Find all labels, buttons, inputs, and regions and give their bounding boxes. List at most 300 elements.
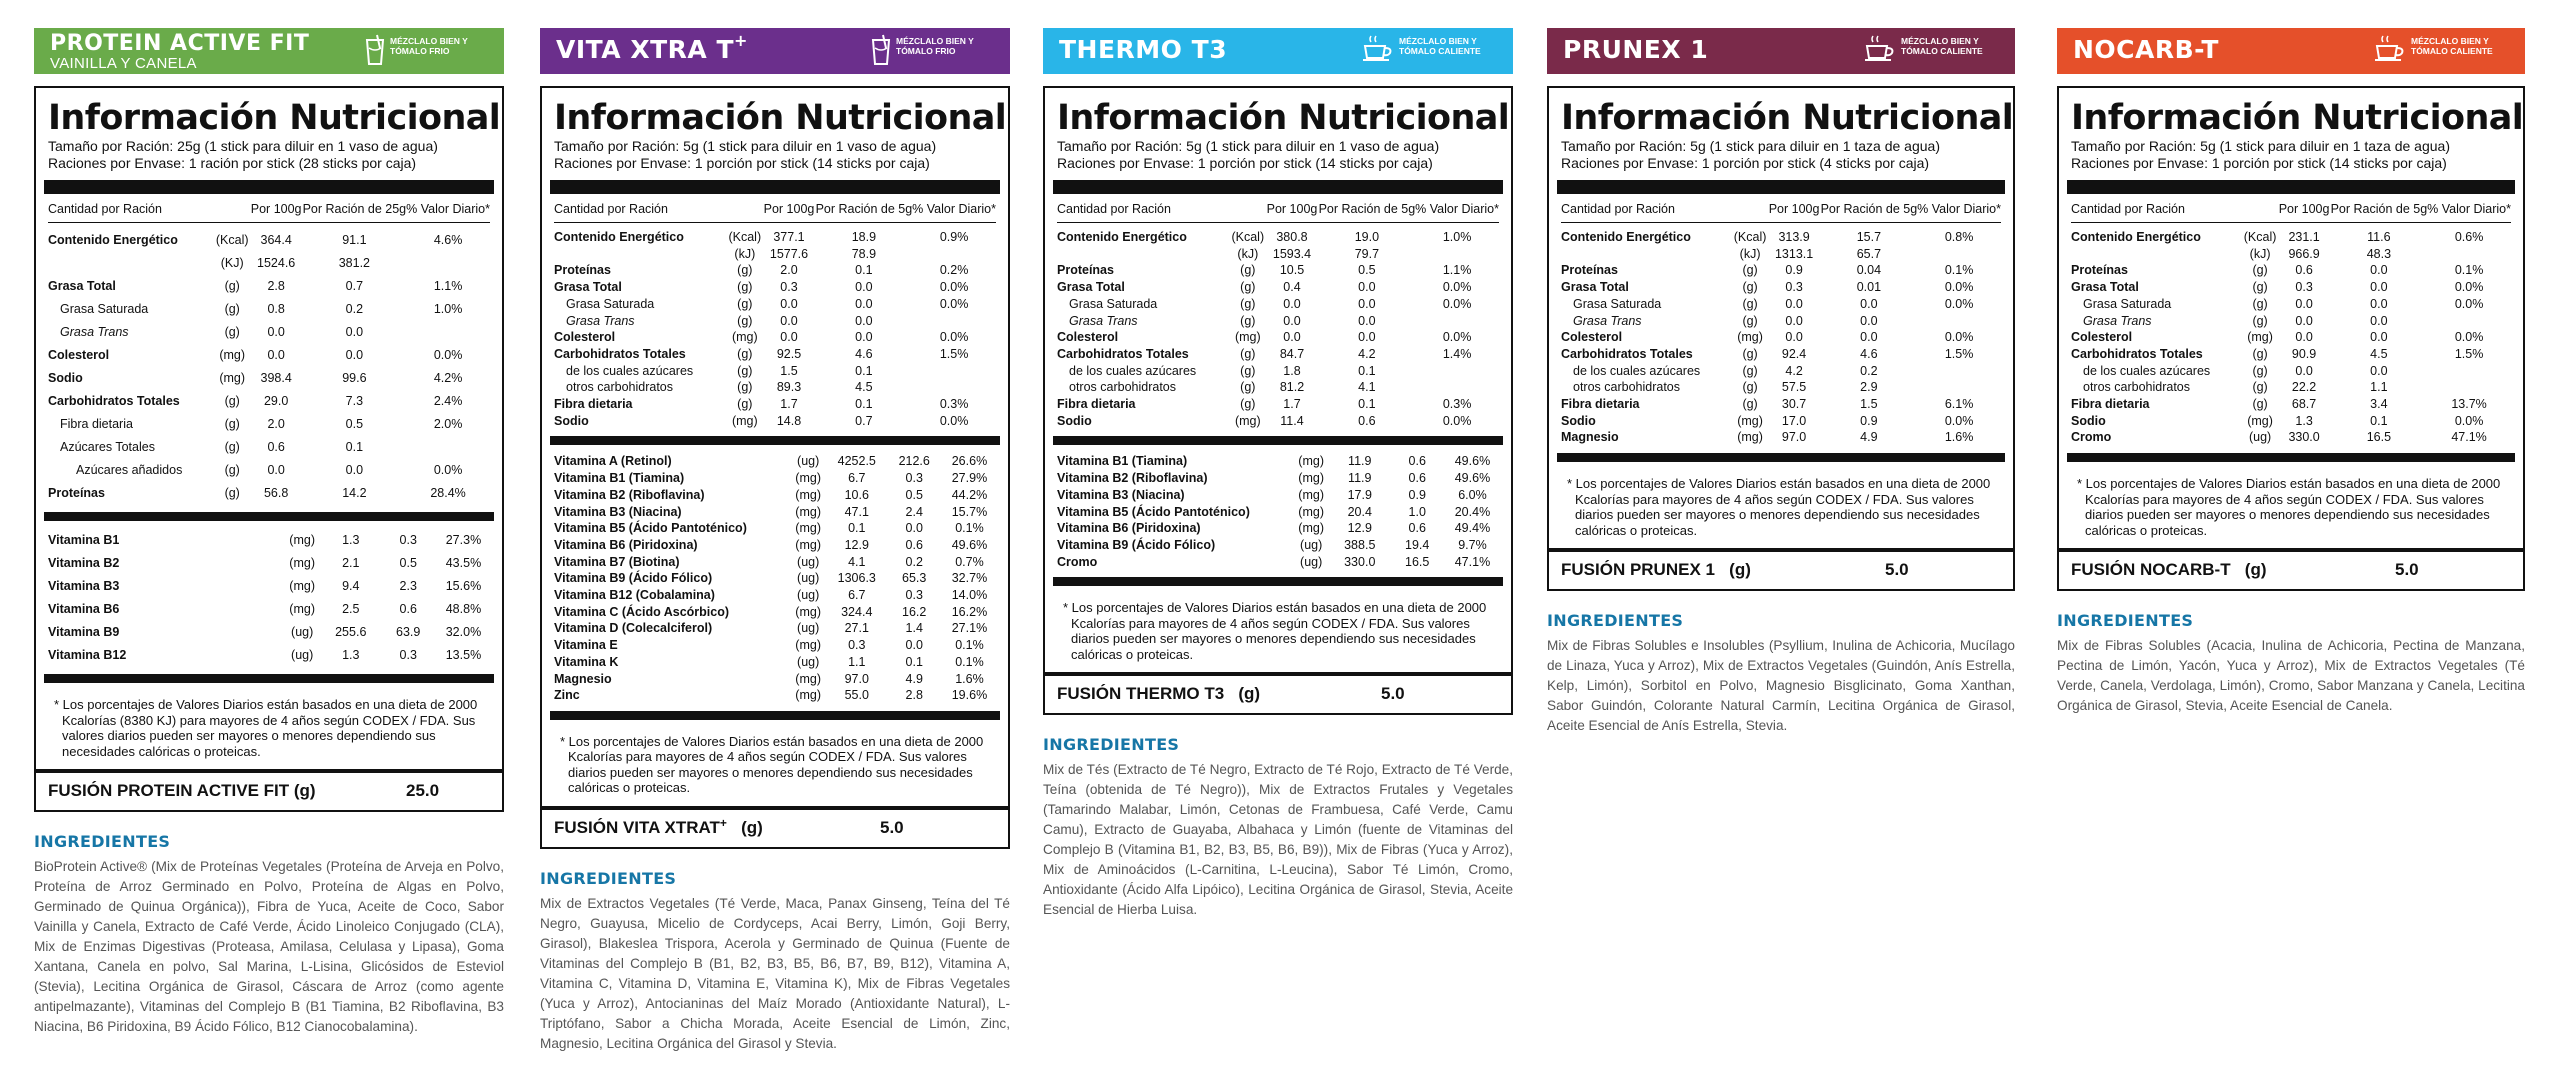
- value-per-serving: 0.0: [2370, 263, 2388, 278]
- daily-value-footnote: * Los porcentajes de Valores Diarios están basados en una dieta de 2000 Kcalorías para mayores de 4 años según CODEX / FDA. Sus valores diarios pueden ser mayores o menores dependiendo sus necesidades calóricas o proteicas.: [2077, 476, 2501, 538]
- value-per-serving: 0.2: [345, 302, 364, 316]
- nutrient-unit: (g): [1240, 397, 1256, 412]
- product-name-text: NOCARB-T: [2073, 35, 2219, 64]
- nutrient-name: Sodio: [1057, 413, 1092, 428]
- value-per-serving: 0.5: [345, 417, 364, 431]
- nutrient-name: Vitamina B2: [48, 556, 120, 570]
- nutrient-name: Vitamina B3 (Niacina): [1057, 487, 1185, 502]
- product-banner: [2057, 28, 2525, 74]
- fusion-row: [2059, 548, 2523, 589]
- nutrient-row: [554, 346, 996, 363]
- value-per-100g: 0.0: [2295, 363, 2313, 378]
- nutrient-row: [554, 262, 996, 279]
- table-header-cell: Por 100g: [1266, 202, 1318, 216]
- value-per-100g: 0.0: [780, 313, 798, 328]
- nutrition-facts-panel: [2057, 86, 2525, 591]
- daily-value-percent: 0.3%: [939, 397, 969, 412]
- daily-value-percent: 0.0%: [433, 348, 463, 362]
- value-per-100g: 255.6: [335, 625, 367, 639]
- servings-per-container: Raciones por Envase: 1 porción por stick (14 sticks por caja): [2071, 155, 2447, 171]
- nutrient-unit: (ug): [291, 625, 314, 639]
- preparation-note: MÉZCLALO BIEN Y TÓMALO FRIO: [896, 36, 974, 56]
- daily-value-percent: 49.6%: [1454, 471, 1491, 486]
- value-per-100g: 55.0: [844, 688, 869, 703]
- nutrient-name: Vitamina B6 (Piridoxina): [1057, 521, 1201, 536]
- nutrient-row: [1057, 229, 1499, 246]
- value-per-serving: 212.6: [898, 454, 930, 469]
- daily-value-percent: 49.6%: [1454, 454, 1491, 469]
- value-per-serving: 0.0: [1358, 330, 1376, 345]
- value-per-100g: 0.3: [1785, 280, 1803, 295]
- value-per-100g: 0.0: [1785, 313, 1803, 328]
- nutrient-name: Carbohidratos Totales: [1561, 346, 1693, 361]
- nutrient-name: Grasa Total: [554, 280, 622, 295]
- nutrient-unit: (ug): [797, 654, 820, 669]
- daily-value-percent: 1.0%: [433, 302, 463, 316]
- product-name-text: THERMO T3: [1059, 35, 1228, 64]
- nutrition-table-body: [48, 202, 490, 505]
- nutrient-row: [1057, 470, 1499, 487]
- nutrient-row: [48, 598, 490, 621]
- divider-thick: [1557, 180, 2005, 194]
- nutrient-row: [48, 621, 490, 644]
- value-per-100g: 12.9: [1347, 521, 1372, 536]
- table-header-cell: % Valor Diario*: [1415, 202, 1499, 216]
- nutrient-row: [554, 246, 996, 263]
- glass-icon: [870, 34, 892, 73]
- daily-value-footnote: * Los porcentajes de Valores Diarios están basados en una dieta de 2000 Kcalorías para mayores de 4 años según CODEX / FDA. Sus valores diarios pueden ser mayores o menores dependiendo sus necesidades calóricas o proteicas.: [1567, 476, 1991, 538]
- nutrient-unit: (kJ): [1739, 246, 1761, 261]
- daily-value-percent: 0.0%: [2454, 280, 2484, 295]
- daily-value-percent: 0.0%: [939, 330, 969, 345]
- table-header-row: [48, 202, 490, 222]
- value-per-serving: 0.01: [1856, 280, 1882, 295]
- nutrient-name: [554, 246, 727, 263]
- daily-value-percent: 49.6%: [951, 537, 988, 552]
- product-column-nocarb: [2057, 28, 2525, 716]
- nutrient-name: Grasa Saturada: [566, 296, 655, 311]
- value-per-serving: 0.0: [855, 330, 873, 345]
- nutrient-name: Sodio: [554, 413, 589, 428]
- value-per-serving: 4.6: [1860, 346, 1878, 361]
- nutrient-name: Grasa Total: [1057, 280, 1125, 295]
- product-column-protein: [34, 28, 504, 1037]
- nutrient-unit: (mg): [795, 537, 821, 552]
- value-per-100g: 1306.3: [837, 571, 876, 586]
- nutrient-unit: (g): [2252, 397, 2268, 412]
- fusion-label: FUSIÓN NOCARB-T: [2071, 560, 2231, 580]
- nutrient-unit: (g): [224, 394, 240, 408]
- value-per-100g: 0.6: [2295, 263, 2313, 278]
- daily-value-percent: [1415, 379, 1499, 396]
- nutrient-name: Vitamina B3: [48, 579, 120, 593]
- value-per-serving: 65.3: [902, 571, 927, 586]
- value-per-serving: 0.0: [1860, 330, 1878, 345]
- value-per-100g: 81.2: [1279, 380, 1305, 395]
- ingredients-text: Mix de Tés (Extracto de Té Negro, Extracto de Té Rojo, Extracto de Té Verde, Teína (obtenida de Té Negro)), Mix de Extractos Frutales y Vegetales (Tamarindo Malabar, Limón, Cetonas de Frambuesa, Café Verde, Camu Camu), Extracto de Guayaba, Albahaca y Limón (fuente de Vitaminas del Complejo B (Vitamina B1, B2, B3, B5, B6, B9)), Mix de Fibras (Yuca y Arroz), Mix de Aminoácidos (L-Carnitina, L-Leucina), Sabor Té Limón, Cromo, Antioxidante (Ácido Alfa Lipóico), Lecitina Orgánica de Girasol, Stevia, Aceite Esencial de Hierba Luisa.: [1043, 762, 1513, 918]
- nutrient-row: [2071, 229, 2511, 246]
- nutrient-unit: (g): [1742, 363, 1758, 378]
- nutrient-unit: (mg): [1737, 430, 1763, 445]
- table-header-cell: Cantidad por Ración: [1561, 202, 1675, 216]
- value-per-100g: 89.3: [776, 380, 802, 395]
- nutrient-row: [1561, 279, 2001, 296]
- value-per-100g: 97.0: [844, 671, 869, 686]
- value-per-serving: 4.2: [1358, 346, 1376, 361]
- nutrient-row: [554, 654, 996, 671]
- daily-value-percent: 6.0%: [1458, 487, 1487, 502]
- nutrient-row: [554, 570, 996, 587]
- daily-value-percent: 27.1%: [951, 621, 988, 636]
- daily-value-percent: 0.0%: [2454, 330, 2484, 345]
- nutrient-unit: (mg): [1298, 471, 1324, 486]
- header-separator: [554, 222, 996, 229]
- daily-value-percent: 0.1%: [955, 521, 984, 536]
- table-header-row: [1057, 202, 1499, 222]
- value-per-100g: 0.1: [848, 521, 866, 536]
- nutrient-name: Contenido Energético: [48, 233, 178, 247]
- daily-value-percent: 13.5%: [445, 648, 482, 662]
- panel-title: Información Nutricional: [1057, 98, 1510, 138]
- nutrient-name: [1057, 246, 1230, 263]
- fusion-row: [1045, 672, 1511, 713]
- table-header-cell: Cantidad por Ración: [2071, 202, 2185, 216]
- value-per-serving: 1.5: [1860, 397, 1878, 412]
- product-name: [1059, 35, 1227, 64]
- nutrient-unit: (mg): [2247, 330, 2273, 345]
- panel-title: Información Nutricional: [554, 98, 1007, 138]
- nutrient-unit: (mg): [795, 671, 821, 686]
- nutrient-name: otros carbohidratos: [1573, 380, 1681, 395]
- table-header-cell: [727, 202, 762, 222]
- nutrient-name: Vitamina B1 (Tiamina): [554, 471, 685, 486]
- value-per-serving: 0.0: [855, 296, 873, 311]
- nutrient-unit: (Kcal): [215, 233, 249, 247]
- divider-thick: [550, 180, 1000, 194]
- nutrient-row: [554, 329, 996, 346]
- daily-value-percent: 0.0%: [1442, 296, 1472, 311]
- value-per-100g: 0.4: [1283, 280, 1301, 295]
- nutrient-name: Grasa Total: [48, 279, 116, 293]
- nutrient-row: [554, 487, 996, 504]
- value-per-serving: 0.0: [345, 348, 364, 362]
- value-per-serving: 18.9: [851, 230, 877, 244]
- nutrient-name: Vitamina B1: [48, 533, 120, 547]
- value-per-100g: 2.0: [267, 417, 285, 431]
- table-header-row: [2071, 202, 2511, 222]
- daily-value-percent: [1917, 246, 2001, 263]
- nutrient-name: Vitamina B3 (Niacina): [554, 504, 682, 519]
- daily-value-percent: 0.0%: [939, 280, 969, 295]
- daily-value-percent: 0.0%: [1944, 296, 1974, 311]
- value-per-100g: 11.4: [1280, 413, 1304, 428]
- preparation-note: MÉZCLALO BIEN Y TÓMALO CALIENTE: [2411, 36, 2493, 56]
- hot-cup-icon: [2373, 34, 2407, 69]
- panel-title: Información Nutricional: [48, 98, 501, 138]
- value-per-serving: 0.1: [855, 397, 873, 412]
- value-per-serving: 0.0: [2370, 313, 2388, 328]
- value-per-100g: 1.8: [1283, 363, 1301, 378]
- nutrient-name: Vitamina B5 (Ácido Pantoténico): [554, 521, 747, 536]
- product-column-prunex: [1547, 28, 2015, 736]
- value-per-serving: 0.0: [1358, 280, 1376, 295]
- daily-value-percent: 0.1%: [1944, 263, 1974, 278]
- nutrient-row: [554, 413, 996, 430]
- nutrient-row: [1561, 396, 2001, 413]
- nutrition-facts-panel: [1043, 86, 1513, 715]
- nutrient-unit: (mg): [1234, 413, 1261, 428]
- value-per-serving: 381.2: [338, 256, 370, 270]
- divider-thick: [1053, 577, 1503, 586]
- daily-value-percent: [1415, 313, 1499, 330]
- nutrient-unit: (g): [224, 325, 240, 339]
- fusion-value: 5.0: [1381, 684, 1405, 704]
- nutrient-name: Vitamina B6 (Piridoxina): [554, 537, 698, 552]
- nutrient-row: [48, 367, 490, 390]
- nutrient-row: [554, 453, 996, 470]
- value-per-100g: 29.0: [263, 394, 289, 408]
- product-name-text: VITA XTRA T: [556, 35, 734, 64]
- value-per-100g: 330.0: [1344, 554, 1376, 569]
- daily-value-percent: 27.9%: [951, 471, 988, 486]
- header-separator: [48, 222, 490, 229]
- fusion-value: 5.0: [1885, 560, 1909, 580]
- table-header-cell: Cantidad por Ración: [554, 202, 668, 216]
- nutrient-row: [1561, 363, 2001, 380]
- nutrient-name: Vitamina B9: [48, 625, 120, 639]
- value-per-100g: 9.4: [342, 579, 360, 593]
- nutrient-unit: (mg): [1234, 330, 1261, 345]
- nutrient-name: [2071, 246, 2243, 263]
- nutrient-unit: (ug): [797, 621, 820, 636]
- fusion-unit: (g): [2244, 560, 2267, 580]
- nutrient-row: [2071, 413, 2511, 430]
- nutrient-row: [48, 552, 490, 575]
- value-per-serving: 16.5: [2366, 430, 2392, 445]
- product-name-text: PROTEIN ACTIVE FIT: [50, 31, 310, 56]
- value-per-100g: 1.5: [780, 363, 798, 378]
- nutrient-name: Carbohidratos Totales: [554, 346, 686, 361]
- nutrient-unit: (g): [737, 346, 753, 361]
- nutrient-row: [48, 390, 490, 413]
- nutrient-row: [1057, 262, 1499, 279]
- value-per-100g: 1.3: [2295, 413, 2313, 428]
- value-per-100g: 2.1: [342, 556, 360, 570]
- nutrient-row: [554, 379, 996, 396]
- nutrient-name: Fibra dietaria: [2071, 397, 2150, 412]
- nutrient-name: Colesterol: [48, 348, 110, 362]
- product-banner: [34, 28, 504, 74]
- daily-value-percent: 0.1%: [955, 638, 984, 653]
- daily-value-percent: 0.9%: [939, 230, 969, 244]
- value-per-serving: 0.2: [905, 554, 923, 569]
- nutrient-unit: (g): [224, 486, 240, 500]
- nutrition-table-body: [1057, 202, 1499, 429]
- value-per-100g: 1593.4: [1272, 246, 1312, 261]
- nutrition-table-body: [2071, 202, 2511, 446]
- nutrient-name: de los cuales azúcares: [1069, 363, 1197, 378]
- nutrient-unit: (g): [1240, 380, 1256, 395]
- vitamins-table-body: [48, 529, 490, 667]
- value-per-serving: 0.6: [399, 602, 417, 616]
- nutrient-row: [48, 436, 490, 459]
- nutrient-unit: (g): [2252, 263, 2268, 278]
- ingredients-title: INGREDIENTES: [34, 832, 171, 851]
- nutrient-name: Proteínas: [48, 486, 105, 500]
- nutrient-unit: (mg): [795, 604, 821, 619]
- nutrient-unit: (g): [224, 417, 240, 431]
- nutrient-row: [1057, 329, 1499, 346]
- nutrient-unit: (mg): [795, 638, 821, 653]
- nutrition-table: [1561, 202, 2001, 446]
- fusion-unit: (g): [1238, 684, 1261, 704]
- nutrient-unit: (mg): [795, 504, 821, 519]
- value-per-serving: 0.6: [1408, 521, 1426, 536]
- daily-value-percent: 13.7%: [2451, 397, 2487, 412]
- nutrient-name: Vitamina B5 (Ácido Pantoténico): [1057, 504, 1250, 519]
- nutrient-row: [554, 604, 996, 621]
- value-per-serving: 1.0: [1408, 504, 1426, 519]
- nutrient-name: Fibra dietaria: [1561, 397, 1640, 412]
- hot-cup-icon: [1863, 34, 1897, 69]
- daily-value-percent: 0.0%: [1442, 280, 1472, 295]
- value-per-serving: 0.0: [1860, 313, 1878, 328]
- daily-value-percent: [406, 436, 490, 459]
- fusion-unit: (g): [741, 817, 763, 837]
- nutrient-unit: (g): [1240, 313, 1256, 328]
- fusion-value: 5.0: [2395, 560, 2419, 580]
- nutrient-name: Sodio: [2071, 413, 2106, 428]
- daily-value-percent: 32.7%: [951, 571, 988, 586]
- nutrient-row: [48, 482, 490, 505]
- preparation-note: MÉZCLALO BIEN Y TÓMALO FRIO: [390, 36, 468, 56]
- daily-value-percent: 0.0%: [1944, 413, 1974, 428]
- nutrient-row: [1057, 413, 1499, 430]
- divider-thick: [2067, 453, 2515, 462]
- nutrient-name: Colesterol: [1057, 330, 1119, 345]
- daily-value-percent: [2427, 313, 2511, 330]
- nutrient-row: [1561, 229, 2001, 246]
- daily-value-percent: 1.0%: [1442, 230, 1472, 244]
- nutrient-name: Colesterol: [1561, 330, 1623, 345]
- vitamins-table-body: [1057, 453, 1499, 570]
- glass-icon: [364, 34, 386, 73]
- nutrient-name: Vitamina K: [554, 654, 619, 669]
- daily-value-percent: [2427, 379, 2511, 396]
- table-header-cell: % Valor Diario*: [406, 202, 490, 216]
- nutrient-unit: (g): [737, 397, 753, 412]
- value-per-serving: 19.0: [1354, 230, 1380, 244]
- nutrient-name: Proteínas: [2071, 263, 2128, 278]
- daily-value-percent: 16.2%: [951, 604, 988, 619]
- value-per-serving: 11.6: [2367, 230, 2391, 244]
- ingredients-title: INGREDIENTES: [2057, 611, 2194, 631]
- nutrient-unit: (g): [1742, 296, 1758, 311]
- value-per-serving: 0.3: [399, 648, 417, 662]
- nutrient-row: [48, 575, 490, 598]
- nutrient-name: Carbohidratos Totales: [48, 394, 180, 408]
- nutrient-row: [1057, 279, 1499, 296]
- nutrient-unit: (g): [2252, 380, 2268, 395]
- ingredients-title: INGREDIENTES: [1547, 611, 1684, 631]
- nutrient-unit: (ug): [2248, 430, 2272, 445]
- nutrient-name: Vitamina C (Ácido Ascórbico): [554, 604, 730, 619]
- nutrient-row: [1561, 413, 2001, 430]
- daily-value-percent: [912, 363, 996, 380]
- value-per-100g: 6.7: [848, 471, 866, 486]
- daily-value-percent: 4.2%: [433, 371, 463, 385]
- nutrient-row: [2071, 279, 2511, 296]
- nutrient-row: [1057, 246, 1499, 263]
- table-header-cell: Por 100g: [1768, 202, 1820, 216]
- servings-per-container: Raciones por Envase: 1 porción por stick (4 sticks por caja): [1561, 155, 1930, 171]
- nutrient-name: Magnesio: [1561, 430, 1619, 445]
- nutrient-unit: (g): [737, 296, 753, 311]
- value-per-serving: 0.3: [905, 588, 923, 603]
- nutrient-unit: (Kcal): [1231, 230, 1265, 244]
- product-flavor: VAINILLA Y CANELA: [50, 55, 197, 72]
- value-per-100g: 1.3: [342, 533, 360, 547]
- nutrient-unit: (g): [224, 302, 240, 316]
- nutrient-unit: (g): [2252, 296, 2268, 311]
- nutrient-row: [48, 344, 490, 367]
- nutrient-row: [554, 296, 996, 313]
- value-per-serving: 0.1: [905, 654, 923, 669]
- value-per-100g: 1313.1: [1774, 246, 1814, 261]
- value-per-100g: 0.0: [2295, 330, 2313, 345]
- value-per-serving: 0.0: [345, 463, 364, 477]
- divider-thick: [1053, 180, 1503, 194]
- nutrient-unit: (ug): [797, 454, 820, 469]
- daily-value-percent: [912, 313, 996, 330]
- daily-value-percent: 43.5%: [445, 556, 482, 570]
- nutrient-row: [554, 279, 996, 296]
- daily-value-percent: 2.4%: [433, 394, 463, 408]
- product-banner: [1043, 28, 1513, 74]
- nutrient-unit: (ug): [291, 648, 314, 662]
- header-separator: [2071, 222, 2511, 229]
- fusion-label: FUSIÓN PRUNEX 1: [1561, 560, 1715, 580]
- value-per-100g: 4.2: [1785, 363, 1803, 378]
- nutrient-unit: (kJ): [2249, 246, 2271, 261]
- value-per-100g: 388.5: [1344, 537, 1376, 552]
- nutrient-unit: (g): [1742, 346, 1758, 361]
- nutrient-unit: (ug): [797, 554, 820, 569]
- value-per-100g: 10.5: [1279, 263, 1305, 278]
- product-name-text: PRUNEX 1: [1563, 35, 1709, 64]
- table-header-row: [554, 202, 996, 222]
- header-separator: [1057, 222, 1499, 229]
- nutrient-unit: (Kcal): [1733, 230, 1767, 244]
- value-per-serving: 48.3: [2366, 246, 2392, 261]
- value-per-100g: 0.0: [1283, 313, 1301, 328]
- value-per-100g: 2.0: [780, 263, 798, 278]
- daily-value-footnote: * Los porcentajes de Valores Diarios están basados en una dieta de 2000 Kcalorías para mayores de 4 años según CODEX / FDA. Sus valores diarios pueden ser mayores o menores dependiendo sus necesidades calóricas o proteicas.: [560, 733, 984, 796]
- divider-thick: [44, 674, 494, 683]
- value-per-100g: 0.9: [1785, 263, 1803, 278]
- nutrient-row: [1057, 520, 1499, 537]
- serving-size: Tamaño por Ración: 5g (1 stick para diluir en 1 taza de agua): [2071, 138, 2450, 154]
- nutrient-row: [554, 537, 996, 554]
- nutrient-name: Vitamina B12 (Cobalamina): [554, 588, 715, 603]
- nutrient-name: otros carbohidratos: [566, 380, 674, 395]
- value-per-serving: 4.9: [905, 671, 923, 686]
- value-per-serving: 0.1: [1358, 363, 1376, 378]
- daily-value-percent: 1.5%: [939, 346, 969, 361]
- daily-value-percent: 28.4%: [430, 486, 466, 500]
- nutrient-unit: (KJ): [220, 256, 244, 270]
- nutrient-unit: (mg): [2247, 413, 2273, 428]
